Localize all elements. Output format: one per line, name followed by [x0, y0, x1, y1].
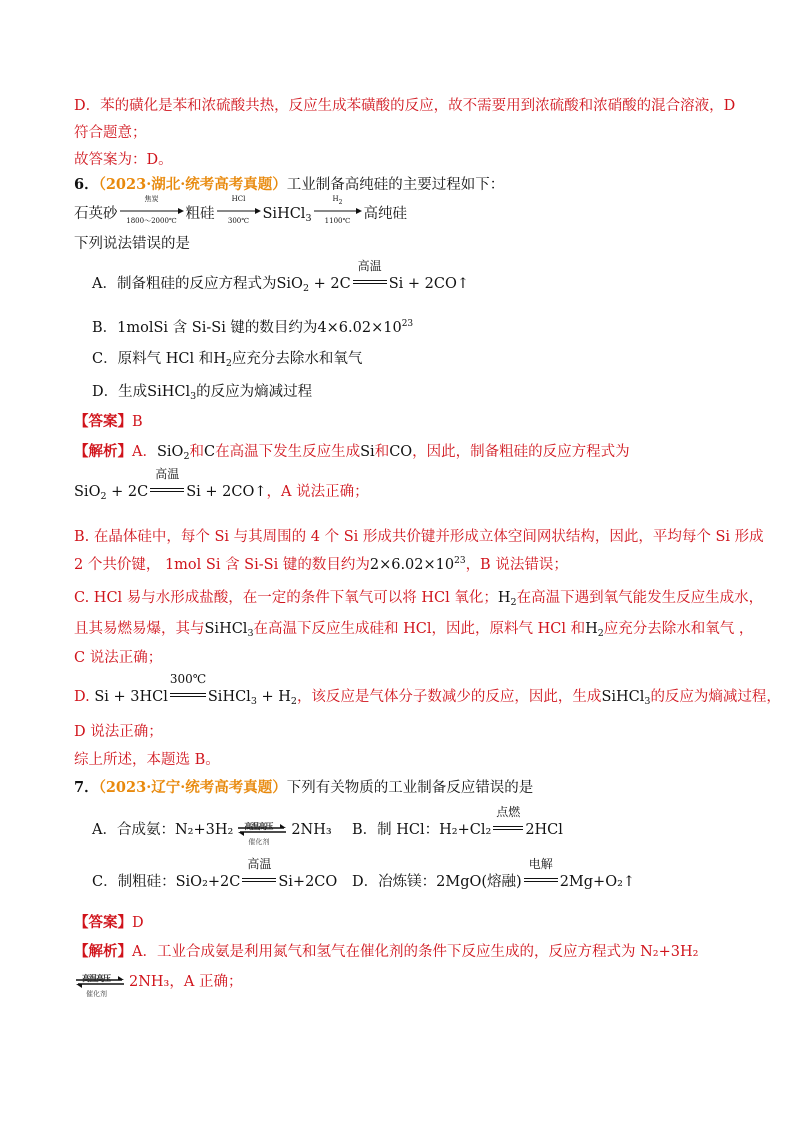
q7-option-b: B．制 HCl：H₂+Cl₂ 点燃 2HCl: [352, 805, 563, 838]
answer-value: D: [132, 915, 144, 931]
flow-arrow-1: [120, 195, 184, 225]
avogadro-expression: 4×6.02×10: [317, 320, 402, 336]
q6-number: 6．: [74, 176, 99, 193]
q7-answer: [74, 913, 144, 933]
q6-analysis-a-line1: 【解析】A．SiO$_2$和C在高温下发生反应生成Si和CO，因此，制备粗硅的反应方程式为: [74, 443, 630, 462]
arrow-right-icon: [314, 207, 362, 215]
q6-question: 下列说法错误的是: [74, 236, 190, 252]
reversible-arrow-icon: 高温高压 催化剂: [74, 972, 126, 992]
analysis-label: 【解析】: [74, 943, 132, 960]
cond-300: 300℃: [170, 687, 206, 707]
q6-analysis-d-line2: D 说法正确；: [74, 724, 163, 740]
q6-analysis-c-line2: 且其易燃易爆，其与SiHCl$_3$在高温下反应生成硅和 HCl，因此，原料气 HCl 和$H_2$应充分去除水和氧气 ，: [74, 621, 754, 639]
q6-option-b: B．1molSi 含 Si-Si 键的数目约为$4\times 6.02\times 10^{23}$: [92, 319, 414, 336]
cond-high-temp: 高温: [242, 872, 276, 892]
q6-answer: [74, 412, 143, 432]
option-d-text-2: 的反应为熵减过程: [196, 384, 313, 400]
flow-mid: 粗硅: [185, 206, 215, 222]
flow-start: 石英砂: [74, 206, 118, 222]
q6-source-tag: （2023·湖北·统考高考真题）: [98, 176, 287, 193]
q5-option-d-line1: D．苯的磺化是苯和浓硫酸共热，反应生成苯磺酸的反应，故不需要用到浓硫酸和浓硝酸的混合溶液，D: [74, 98, 736, 114]
cond-high-temp: 高温: [353, 274, 387, 294]
q7-option-c: C．制粗硅：SiO₂+2C 高温 Si+2CO: [92, 857, 338, 890]
option-c-text-2: 应充分去除水和氧气: [231, 351, 363, 367]
q6-option-c: C．原料气 HCl 和$H_2$应充分去除水和氧气: [92, 351, 363, 369]
q6-summary: 综上所述，本题选 B。: [74, 752, 220, 768]
flow-arrow-1-top: 焦炭: [144, 195, 159, 203]
q7-number: 7．: [74, 779, 99, 796]
option-d-text-1: D．生成: [92, 384, 148, 400]
q6-analysis-c-line3: C 说法正确；: [74, 650, 163, 666]
q6-analysis-d-line1: D. Si + 3HCl 300℃ SiHCl$_3$ + $H_2$，该反应是气体分子数减少的反应，因此，生成SiHCl$_3$的反应为熵减过程，: [74, 672, 781, 707]
flow-arrow-3-top: $H_2$: [332, 195, 343, 206]
q7-option-d: D．冶炼镁：2MgO(熔融) 电解 2Mg+O₂↑: [352, 857, 636, 890]
q6-process-flow: 石英砂 焦炭 1800～2000℃ 粗硅 HCl 300℃ SiHCl$_3$ $H_2$ 1100℃ 高纯硅: [74, 195, 407, 225]
flow-end: 高纯硅: [363, 206, 407, 222]
flow-arrow-3-bottom: 1100℃: [324, 217, 351, 225]
q6-analysis-b-line1: B. 在晶体硅中，每个 Si 与其周围的 4 个 Si 形成共价键并形成立体空间网状结构，因此，平均每个 Si 形成: [74, 529, 764, 545]
q6-stem-text: 工业制备高纯硅的主要过程如下：: [286, 177, 505, 193]
q6-option-a: A．制备粗硅的反应方程式为SiO$_2$ + 2C 高温 Si + 2CO↑: [92, 259, 469, 294]
flow-arrow-1-bottom: 1800～2000℃: [126, 217, 177, 225]
analysis-label: 【解析】: [74, 443, 132, 460]
option-b-text: B．1molSi 含 Si-Si 键的数目约为: [92, 320, 318, 336]
q7-stem-text: 下列有关物质的工业制备反应错误的是: [286, 780, 534, 796]
answer-label: 【答案】: [74, 914, 132, 931]
flow-arrow-2-bottom: 300℃: [227, 217, 250, 225]
q6-stem: [74, 175, 504, 195]
q6-analysis-b-line2: 2 个共价键， 1mol Si 含 Si-Si 键的数目约为$2\times 6.02\times 10^{23}$，B 说法错误；: [74, 556, 568, 573]
answer-value: B: [132, 414, 143, 430]
q7-option-a: A．合成氨：N₂+3H₂ 高温高压 催化剂 2NH₃: [92, 821, 332, 846]
q5-option-d-line2: 符合题意；: [74, 125, 147, 141]
arrow-right-icon: [120, 207, 184, 215]
flow-arrow-2-top: HCl: [231, 195, 246, 203]
q7-stem: [74, 778, 533, 798]
flow-arrow-2: [217, 195, 261, 225]
arrow-right-icon: [217, 207, 261, 215]
q6-option-d: D．生成SiHCl$_3$的反应为熵减过程: [92, 384, 313, 402]
cond-ignite: 点燃: [493, 820, 523, 840]
q6-analysis-a-line2: SiO$_2$ + 2C 高温 Si + 2CO↑，A 说法正确；: [74, 467, 369, 502]
cond-high-temp: 高温: [150, 482, 184, 502]
reversible-arrow-icon: 高温高压 催化剂: [236, 820, 288, 840]
q6-analysis-c-line1: C. HCl 易与水形成盐酸，在一定的条件下氧气可以将 HCl 氧化；$H_2$在高温下遇到氧气能发生反应生成水，: [74, 590, 764, 608]
q7-source-tag: （2023·辽宁·统考高考真题）: [98, 779, 287, 796]
option-a-text: A．制备粗硅的反应方程式为: [92, 276, 277, 292]
q7-analysis-line1: 【解析】A．工业合成氨是利用氮气和氢气在催化剂的条件下反应生成的，反应方程式为 N₂+3H₂: [74, 943, 699, 960]
option-c-text-1: C．原料气 HCl 和: [92, 351, 214, 367]
q5-conclusion: 故答案为：D。: [74, 152, 173, 168]
q7-analysis-line2: 高温高压 催化剂 2NH₃，A 正确；: [74, 972, 242, 992]
cond-electrolysis: 电解: [524, 872, 558, 892]
flow-arrow-3: [314, 195, 362, 225]
flow-mid2: SiHCl: [262, 206, 306, 222]
answer-label: 【答案】: [74, 413, 132, 430]
